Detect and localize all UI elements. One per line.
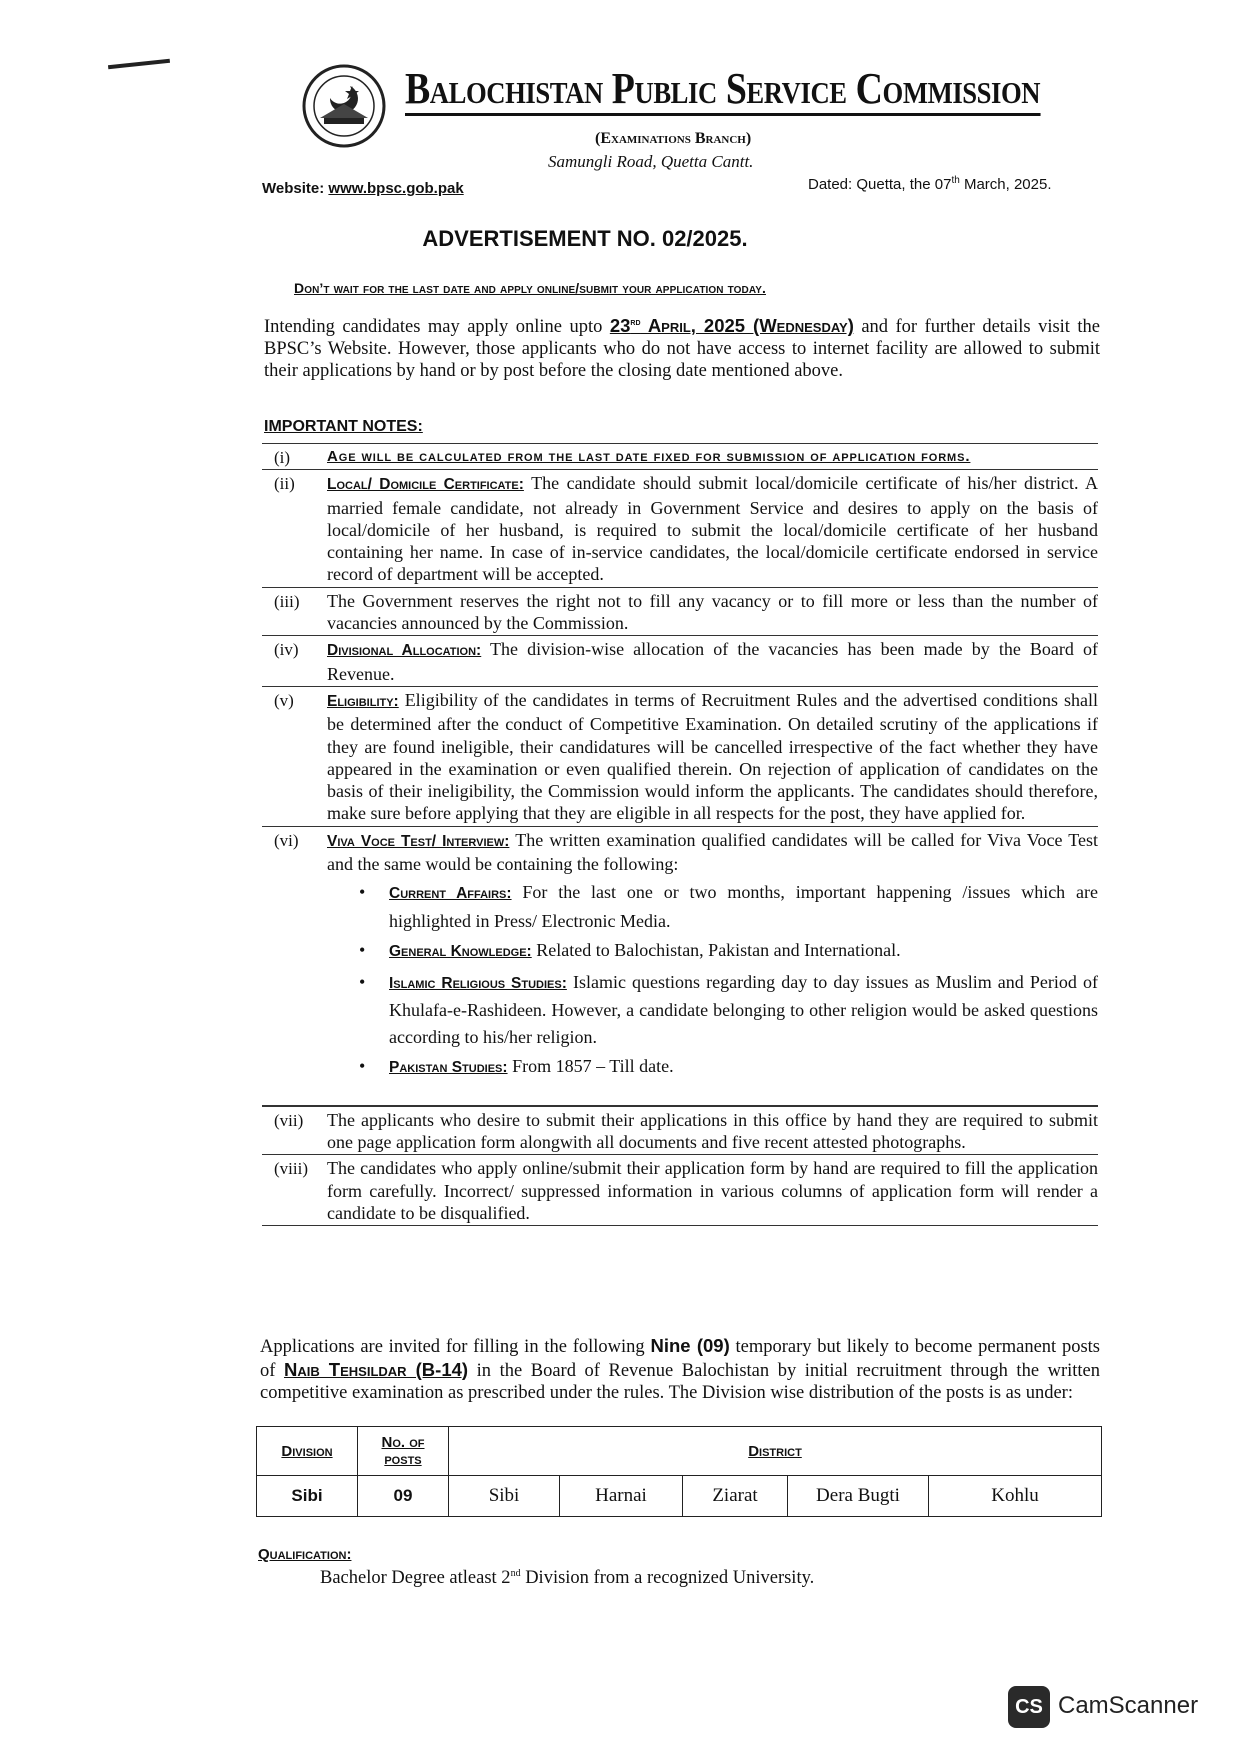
note-item <box>262 687 1098 827</box>
topic-heading: Current Affairs: <box>389 885 512 903</box>
note-number: (viii) <box>274 1159 308 1179</box>
qualification-sup: nd <box>510 1568 521 1579</box>
note-body: Eligibility of the candidates in terms of Recruitment Rules and the advertised conditions shall be determined after the conduct of Competitive Examination. On detailed scrutiny of the applications if they are found ineligible, their candidatures will be cancelled irrespective of the fact whether they have appeared in the examination or even qualified therein. On rejection of application of candidates on the basis of their ineligibility, the Commission would inform the applicants. The candidates should therefore, make sure before applying that they are eligible in all respects for the post, they have applied for. <box>327 689 1098 824</box>
note-item <box>262 588 1098 637</box>
list-item <box>389 1053 1098 1082</box>
intro-text-1: Intending candidates may apply online upto <box>264 317 610 338</box>
note-item <box>262 1106 1098 1156</box>
note-item <box>262 1155 1098 1226</box>
header-district: District <box>449 1427 1102 1476</box>
applications-text-2: temporary but likely to become permanent posts of <box>260 1337 1100 1381</box>
qualification-post: Division from a recognized University. <box>520 1568 815 1589</box>
topic-heading: Pakistan Studies: <box>389 1059 508 1077</box>
note-number: (vii) <box>274 1110 304 1130</box>
cell-district: Harnai <box>560 1476 683 1517</box>
note-number: (iii) <box>274 591 300 611</box>
note-text <box>327 638 1098 685</box>
topic-text: From 1857 – Till date. <box>507 1056 674 1077</box>
note-body: The written examination qualified candidates will be called for Viva Voce Test and the same would be containing the following: <box>327 829 1098 875</box>
pen-mark <box>108 59 170 69</box>
dont-wait-notice: Don’t wait for the last date and apply online/submit your application today. <box>294 280 766 296</box>
cell-posts: 09 <box>358 1476 449 1517</box>
dated-prefix: Dated: Quetta, the 07 <box>808 176 952 193</box>
note-item <box>262 636 1098 687</box>
note-text <box>327 689 1098 825</box>
note-number: (iv) <box>274 640 299 660</box>
note-heading: Viva Voce Test/ Interview: <box>327 832 510 850</box>
cell-district: Kohlu <box>929 1476 1102 1517</box>
camscanner-watermark: CamScanner <box>1058 1692 1199 1719</box>
cell-district: Ziarat <box>683 1476 788 1517</box>
branch-name: (Examinations Branch) <box>595 130 752 147</box>
list-item <box>389 969 1098 1051</box>
posts-count: Nine (09) <box>650 1335 730 1356</box>
website-line <box>262 180 464 197</box>
closing-date-rest: April, 2025 (Wednesday) <box>640 315 854 337</box>
note-number: (vi) <box>274 830 299 850</box>
topic-heading: Islamic Religious Studies: <box>389 974 567 992</box>
intro-paragraph <box>264 312 1100 382</box>
important-notes-heading: IMPORTANT NOTES: <box>264 418 423 435</box>
qualification-text <box>320 1568 814 1589</box>
viva-topics-list <box>327 879 1098 1082</box>
note-heading: Divisional Allocation: <box>327 642 482 660</box>
note-text: The applicants who desire to submit their applications in this office by hand they are required to submit one page application form alongwith all documents and five recent attested photographs. <box>327 1109 1098 1153</box>
topic-text: For the last one or two months, important happening /issues which are highlighted in Press/ Electronic Media. <box>389 882 1098 931</box>
qualification-heading: Qualification: <box>258 1546 352 1563</box>
intro-text-2: and for further details visit the BPSC’s Website. However, those applicants who do not have access to internet facility are allowed to submit their applications by hand or by post before the closing date mentioned above. <box>264 317 1101 382</box>
commission-title: Balochistan Public Service Commission <box>405 66 1040 116</box>
cell-division: Sibi <box>257 1476 358 1517</box>
note-item <box>262 470 1098 587</box>
topic-text: Related to Balochistan, Pakistan and International. <box>531 940 901 961</box>
cell-district: Dera Bugti <box>788 1476 929 1517</box>
header-posts-line2: posts <box>384 1451 422 1468</box>
note-item <box>262 443 1098 470</box>
note-body: The division-wise allocation of the vacancies has been made by the Board of Revenue. <box>327 639 1098 684</box>
note-number: (v) <box>274 690 294 710</box>
table-row <box>257 1476 1102 1517</box>
notes-list <box>262 443 1098 1226</box>
closing-date-day: 23 <box>609 315 631 337</box>
note-text <box>327 829 1098 1082</box>
topic-heading: General Knowledge: <box>389 943 532 961</box>
note-text <box>327 472 1098 585</box>
note-heading: Local/ Domicile Certificate: <box>327 476 524 494</box>
header-posts-line1: No. of <box>381 1434 425 1451</box>
list-item <box>389 879 1098 934</box>
note-text: The Government reserves the right not to fill any vacancy or to fill more or less than the number of vacancies announced by the Commission. <box>327 590 1098 634</box>
applications-paragraph <box>260 1335 1100 1405</box>
dated-line <box>808 175 1052 193</box>
table-header-row <box>257 1427 1102 1476</box>
address: Samungli Road, Quetta Cantt. <box>548 152 754 171</box>
post-title: Naib Tehsildar (B-14) <box>283 1358 469 1380</box>
header-division: Division <box>257 1427 358 1476</box>
note-text: The candidates who apply online/submit their application form by hand are required to fill the application form carefully. Incorrect/ suppressed information in various columns of application form will render a candidate to be disqualified. <box>327 1158 1098 1224</box>
list-item <box>389 937 1098 966</box>
cell-district: Sibi <box>449 1476 560 1517</box>
closing-date <box>610 315 854 336</box>
bpsc-logo-icon <box>290 64 398 148</box>
note-number: (ii) <box>274 474 295 494</box>
topic-text: Islamic questions regarding day to day issues as Muslim and Period of Khulafa-e-Rashideen. However, a candidate belonging to other religion would be asked questions according to his/her religion. <box>389 971 1098 1047</box>
closing-date-sup: rd <box>630 317 641 328</box>
header-posts <box>358 1427 449 1476</box>
applications-text-1: Applications are invited for filling in the following <box>260 1337 651 1357</box>
website-label: Website: <box>262 180 325 197</box>
note-heading: Eligibility: <box>327 692 399 710</box>
distribution-table <box>256 1426 1102 1517</box>
note-number: (i) <box>274 448 291 467</box>
note-text: Age will be calculated from the last date fixed for submission of application forms. <box>327 448 971 465</box>
note-item <box>262 827 1098 1106</box>
advertisement-number-text: ADVERTISEMENT NO. 02/2025. <box>422 226 748 251</box>
note-body: The candidate should submit local/domicile certificate of his/her district. A married female candidate, not already in Government Service and desires to apply on the basis of local/domicile of her husband, is required to submit the local/domicile certificate of her husband containing her name. In case of in-service candidates, the local/domicile certificate endorsed in service record of department will be accepted. <box>327 473 1098 585</box>
camscanner-logo-icon: CS <box>1008 1686 1050 1728</box>
website-link[interactable]: www.bpsc.gob.pak <box>328 180 464 197</box>
advertisement-number <box>0 226 1240 252</box>
dated-suffix: March, 2025. <box>959 176 1052 193</box>
qualification-pre: Bachelor Degree atleast 2 <box>320 1568 511 1589</box>
dated-sup: th <box>951 175 960 186</box>
applications-text-3: in the Board of Revenue Balochistan by initial recruitment through the written competitive examination as prescribed under the rules. The Division wise distribution of the posts is as under: <box>260 1360 1100 1403</box>
